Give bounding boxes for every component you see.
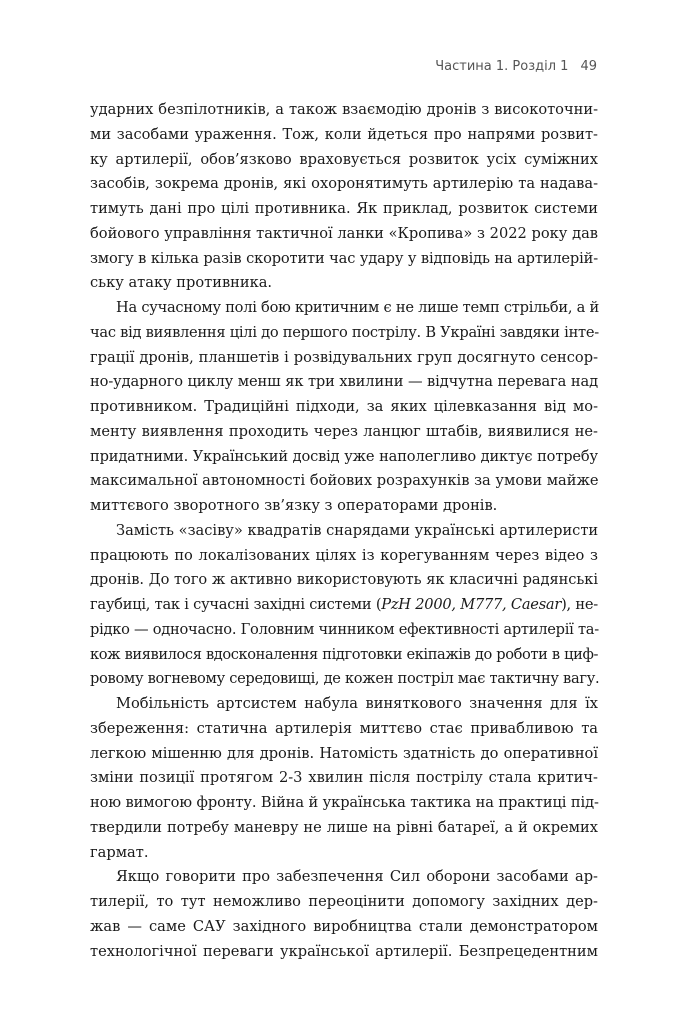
text-line: бойового управління тактичної ланки «Кропива» з 2022 року дав <box>90 224 598 242</box>
text-line: ровому вогневому середовищі, де кожен постріл має тактичну вагу. <box>90 670 600 688</box>
text-line: тилерії, то тут неможливо переоцінити допомогу західних дер- <box>90 893 598 910</box>
text-line: грації дронів, планшетів і розвідувальних груп досягнуто сенсор- <box>90 348 598 366</box>
text-line: но-ударного циклу менш як три хвилини — відчутна перевага над <box>90 373 598 391</box>
text-line: гармат. <box>90 843 149 861</box>
text-line-mixed <box>90 593 598 618</box>
section-title: Частина 1. Розділ 1 <box>435 59 569 74</box>
text-line: збереження: статична артилерія миттєво стає привабливою та <box>90 719 598 737</box>
text-line: миттєвого зворотного зв’язку з операторами дронів. <box>90 497 498 514</box>
text-line: ку артилерії, обов’язково враховується розвиток усіх суміжних <box>90 150 598 168</box>
text-line: технологічної переваги української артилерії. Безпрецедентним <box>90 942 598 960</box>
text-line: ударних безпілотників, а також взаємодію дронів з високоточни- <box>90 101 598 118</box>
text-line: засобів, зокрема дронів, які охоронятимуть артилерію та надава- <box>90 175 598 193</box>
text-line: Мобільність артсистем набула виняткового значення для їх <box>116 695 598 712</box>
text-line: час від виявлення цілі до першого пострілу. В Україні завдяки інте- <box>90 323 599 341</box>
text-line: тимуть дані про цілі противника. Як приклад, розвиток системи <box>90 200 598 217</box>
text-line: ною вимогою фронту. Війна й українська тактика на практиці під- <box>90 794 599 811</box>
text-line: жав — саме САУ західного виробництва стали демонстратором <box>90 917 598 935</box>
text-line: ську атаку противника. <box>90 274 273 292</box>
text-line: рідко — одночасно. Головним чинником ефективності артилерії та- <box>90 620 599 638</box>
body-text <box>90 98 598 964</box>
text-line: максимальної автономності бойових розрахунків за умови майже <box>90 472 599 490</box>
text-fragment: гаубиці, так і сучасні західні системи ( <box>90 596 382 613</box>
italic-systems: PzH 2000, M777, Caesar <box>381 596 562 613</box>
text-fragment: ), не- <box>561 596 598 613</box>
text-line: придатними. Український досвід уже наполегливо диктує потребу <box>90 447 598 465</box>
text-line: легкою мішенню для дронів. Натомість здатність до оперативної <box>90 744 598 762</box>
text-line: дронів. До того ж активно використовують як класичні радянські <box>90 571 598 589</box>
text-line: кож виявилося вдосконалення підготовки екіпажів до роботи в циф- <box>90 645 598 663</box>
text-line: Замість «засіву» квадратів снарядами українські артилеристи <box>116 521 599 539</box>
running-header <box>435 59 597 74</box>
text-line: зміни позиції протягом 2-3 хвилин після пострілу стала критич- <box>90 769 598 787</box>
text-line: На сучасному полі бою критичним є не лише темп стрільби, а й <box>116 299 599 316</box>
text-line: твердили потребу маневру не лише на рівні батареї, а й окремих <box>90 818 598 836</box>
text-line: змогу в кілька разів скоротити час удару у відповідь на артилерій- <box>90 249 598 267</box>
text-line: ми засобами ураження. Тож, коли йдеться про напрями розвит- <box>90 125 598 143</box>
text-line: працюють по локалізованих цілях із корегуванням через відео з <box>90 546 598 564</box>
text-line: противником. Традиційні підходи, за яких цілевказання від мо- <box>90 398 598 415</box>
text-line: менту виявлення проходить через ланцюг штабів, виявилися не- <box>90 422 598 440</box>
page-number: 49 <box>580 59 597 74</box>
text-line: Якщо говорити про забезпечення Сил оборони засобами ар- <box>116 868 598 886</box>
